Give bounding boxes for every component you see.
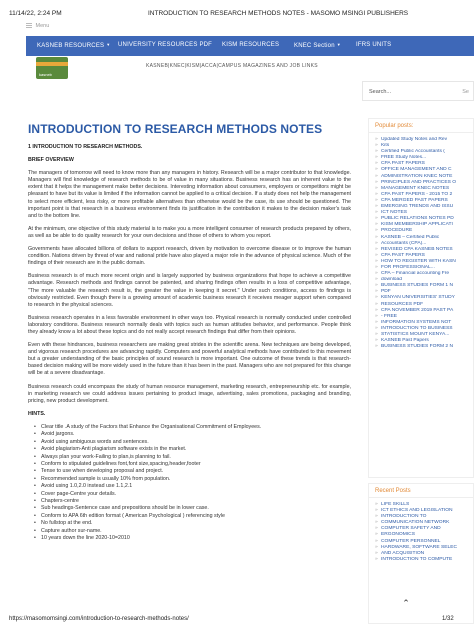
paragraph: Business research is of much more recent origin and is largely supported by business organizations that hope to achieve a competitive advantage. Research methods and findings cannot be patented, and sharing findings often results in a loss of competitive advantage, "The more valuable the research result is, the greater the value in keeping it secret." Under such conditions, access to findings is obviously restricted. Even though there is a growing amount of academic business research it receives meager support when compared to research in the physical sciences. bbox=[28, 273, 351, 308]
list-item: • Capture author sur-name. bbox=[34, 528, 351, 535]
sidebar-post-link[interactable]: » - FREE bbox=[375, 314, 469, 320]
sidebar-post-link[interactable]: » ICT NOTES bbox=[375, 210, 469, 216]
sidebar-post-link[interactable]: » CPA PAST PAPERS - 2015 TO 2 bbox=[375, 192, 469, 198]
sidebar-post-link[interactable]: » CPA PAST PAPERS bbox=[375, 253, 469, 259]
print-footer bbox=[0, 614, 474, 632]
hamburger-icon bbox=[26, 23, 32, 28]
hints-heading: HINTS. bbox=[28, 410, 46, 417]
sidebar-post-link[interactable]: » INTRODUCTION TO COMPUTE bbox=[375, 557, 469, 563]
list-item: • No fullstop at the end. bbox=[34, 520, 351, 527]
list-item: • Recommended sample is usually 10% from population. bbox=[34, 476, 351, 483]
print-header bbox=[0, 0, 474, 22]
recent-posts-title: Recent Posts bbox=[369, 484, 473, 498]
nav-item-knec-section[interactable] bbox=[294, 42, 341, 49]
nav-item-university-resources[interactable] bbox=[118, 42, 212, 48]
paragraph: Business research could encompass the study of human resource management, marketing research, entrepreneurship etc. for example, in marketing research we could address issues pertaining to product image, advertising, sales promotions, packaging and branding, pricing, new product development. bbox=[28, 383, 351, 404]
scroll-to-top-icon[interactable]: ⌃ bbox=[402, 598, 410, 608]
list-item: • Conform to APA 6th edition format ( American Psychological ) referencing style bbox=[34, 513, 351, 520]
sidebar-post-link[interactable]: » INTRODUCTION TO bbox=[375, 514, 469, 520]
sidebar-post-link[interactable]: » COMPUTER PERSONNEL bbox=[375, 539, 469, 545]
sidebar-post-link[interactable]: » ICT ETHICS AND LEGISLATION bbox=[375, 508, 469, 514]
sidebar-post-link[interactable]: » OFFICE MANAGEMENT AND C bbox=[375, 167, 469, 173]
sidebar-post-link[interactable]: » CPA MERGED PAST PAPERS bbox=[375, 198, 469, 204]
popular-posts-list bbox=[369, 135, 473, 352]
menu-label: Menu bbox=[35, 23, 50, 29]
sidebar-post-link[interactable]: » PROCEDURE bbox=[375, 228, 469, 234]
nav-item-kism-resources[interactable] bbox=[222, 42, 279, 48]
sidebar-post-link[interactable]: » BUSINESS STUDIES FORM 2 N bbox=[375, 344, 469, 350]
sidebar-post-link[interactable]: » KISM MEMBERSHIP APPLICATI bbox=[375, 222, 469, 228]
sidebar-post-link[interactable]: » HARDWARE, SOFTWARE SELEC bbox=[375, 545, 469, 551]
section-heading: 1 INTRODUCTION TO RESEARCH METHODS. bbox=[28, 144, 143, 150]
nav-label: IFRS UNITS bbox=[356, 42, 392, 48]
sidebar-post-link[interactable]: » COMMUNICATION NETWORK bbox=[375, 520, 469, 526]
sidebar-post-link[interactable]: » ADMINISTRATION KNEC NOTE bbox=[375, 174, 469, 180]
sidebar-post-link[interactable]: » REVISED CPA KASNEB NOTES bbox=[375, 247, 469, 253]
search-button-label[interactable]: Se bbox=[462, 89, 469, 95]
sidebar-post-link[interactable]: » FOR PROFESSIONAL... bbox=[375, 265, 469, 271]
chevron-down-icon: ▼ bbox=[106, 42, 111, 47]
sidebar-post-link[interactable]: » INFORMATION SYSTEMS NOT bbox=[375, 320, 469, 326]
sidebar-post-link[interactable]: » Certified Public Accountants ( bbox=[375, 149, 469, 155]
search-placeholder: Search... bbox=[369, 89, 392, 95]
paragraph: The managers of tomorrow will need to know more than any managers in history. Research will be a major contributor to that knowledge. Managers will find knowledge of research methods to be of value in many situations. Business research has an inherent value to the extent that it helps the management make better decisions. Interesting information about consumers, employers or competitors might be pleasant to have but its value is limited if the information cannot be applied to a critical decision. If a study does not help the management to select more efficient, less risky, or more profitable alternatives than otherwise would be the case, its use should be questioned. The important point is that research in a business environment finds its justification in the contribution it makes to the decision maker's task and to the bottom line. bbox=[28, 170, 351, 219]
menu-toggle[interactable] bbox=[26, 22, 49, 32]
list-item: • Clear title .A study of the Factors that Enhance the Organisational Commitment of Employees. bbox=[34, 424, 351, 431]
nav-label: KNEC Section bbox=[294, 43, 335, 49]
popular-posts-widget bbox=[368, 118, 474, 478]
sidebar-post-link[interactable]: » LIFE SKILLS bbox=[375, 502, 469, 508]
sidebar-post-link[interactable]: » KASNEB – Certified Public bbox=[375, 235, 469, 241]
sidebar-post-link[interactable]: » MANAGEMENT KNEC NOTES bbox=[375, 186, 469, 192]
list-item: • Tense to use when developing proposal and project. bbox=[34, 468, 351, 475]
hints-list bbox=[34, 424, 351, 543]
list-item: • Cover page-Centre your details. bbox=[34, 491, 351, 498]
sidebar-post-link[interactable]: » FREE Study Notes... bbox=[375, 155, 469, 161]
sidebar bbox=[368, 118, 474, 624]
search-strip bbox=[26, 81, 474, 103]
list-item: • Sub headings-Sentence case and prepositions should be in lower case. bbox=[34, 505, 351, 512]
sidebar-post-link[interactable]: » download bbox=[375, 277, 469, 283]
sidebar-post-link[interactable]: » PDF bbox=[375, 289, 469, 295]
list-item: • Conform to stipulated guidelines font,font size,spacing,header,footer bbox=[34, 461, 351, 468]
page-number: 1/32 bbox=[442, 616, 454, 622]
sidebar-post-link[interactable]: » BUSINESS STUDIES FORM 1 N bbox=[375, 283, 469, 289]
site-tagline: KASNEB|KNEC|KISM|ACCA|CAMPUS MAGAZINES AND JOB LINKS bbox=[146, 63, 318, 69]
search-input[interactable] bbox=[362, 81, 474, 101]
page-title: INTRODUCTION TO RESEARCH METHODS NOTES bbox=[28, 122, 323, 136]
list-item: • Avoid jargons. bbox=[34, 431, 351, 438]
list-item: • Chapters-centre bbox=[34, 498, 351, 505]
sidebar-post-link[interactable]: » Updated Study Notes and Rev bbox=[375, 137, 469, 143]
list-item: • Always plan your work-Failing to plan,is planning to fail. bbox=[34, 454, 351, 461]
logo-text: kasneb bbox=[39, 72, 52, 77]
sidebar-post-link[interactable]: » CPA NOVEMBER 2019 PAST PA bbox=[375, 308, 469, 314]
sidebar-post-link[interactable]: » Kits bbox=[375, 143, 469, 149]
overview-heading: BRIEF OVERVIEW bbox=[28, 157, 74, 164]
sidebar-post-link[interactable]: » ERGONOMICS bbox=[375, 532, 469, 538]
sidebar-post-link[interactable]: » Accountants (CPA)... bbox=[375, 241, 469, 247]
sidebar-post-link[interactable]: » KENYAN UNIVERSITIES' STUDY bbox=[375, 295, 469, 301]
sidebar-post-link[interactable]: » CPA – Financial accounting Fre bbox=[375, 271, 469, 277]
sidebar-post-link[interactable]: » PUBLIC RELATIONS NOTES PD bbox=[375, 216, 469, 222]
nav-item-ifrs-units[interactable] bbox=[356, 42, 391, 48]
sidebar-post-link[interactable]: » AND ACQUISITION bbox=[375, 551, 469, 557]
recent-posts-widget bbox=[368, 483, 474, 624]
recent-posts-list bbox=[369, 500, 473, 565]
popular-posts-title: Popular posts: bbox=[369, 119, 473, 133]
article-content bbox=[28, 144, 351, 542]
site-logo[interactable] bbox=[36, 57, 68, 79]
sidebar-post-link[interactable]: » STATISTICS MOUNT KENYA... bbox=[375, 332, 469, 338]
paragraph: At the minimum, one objective of this study material is to make you a more intelligent consumer of research products prepared by others, as well as be able to do quality research for your own decisions and those of others to whom you report. bbox=[28, 225, 351, 239]
paragraph: Governments have allocated billions of dollars to support research, driven by motivation to overcome disease or to improve the human condition. Nations driven by threat of war and national pride have also played a major role in the advance of physical science. Much of the findings of their research are in the public domain. bbox=[28, 246, 351, 267]
sidebar-post-link[interactable]: » COMPUTER SAFETY AND bbox=[375, 526, 469, 532]
paragraph: Even with these hindrances, business researchers are making great strides in the scientific arena. New techniques are being developed, and vigorous research procedures are advancing rapidly. Computers and powerful analytical methods have contributed to this movement but a greater understanding of the basic principles of sound research is more important. One outcome of these trends is that research-based decision making will be more widely used in the future than it has been in the past. Managers who are not prepared for this change will be at a severe disadvantage. bbox=[28, 342, 351, 377]
sidebar-post-link[interactable]: » CPA PAST PAPERS bbox=[375, 161, 469, 167]
paragraph: Business research operates in a less favorable environment in other ways too. Physical research is normally conducted under controlled laboratory conditions. Business research normally deals with topics such as human attitudes behavior, and performance. People think they already know a lot about these topics and do not really accept research findings that differ from their opinions. bbox=[28, 314, 351, 335]
nav-label: KASNEB RESOURCES bbox=[37, 43, 105, 49]
nav-label: UNIVERSITY RESOURCES PDF bbox=[118, 42, 213, 48]
sidebar-post-link[interactable]: » HOW TO REGISTER WITH KASN bbox=[375, 259, 469, 265]
list-item: • 10 years down the line 2020-10=2010 bbox=[34, 535, 351, 542]
list-item: • Avoid using 1.0,2.0 instead use 1.1,2.1 bbox=[34, 483, 351, 490]
article-card bbox=[14, 108, 359, 624]
main-navbar bbox=[26, 36, 474, 56]
sidebar-post-link[interactable]: » KASNEB Past Papers bbox=[375, 338, 469, 344]
sidebar-post-link[interactable]: » PRINCIPLES AND PRACTICES O bbox=[375, 180, 469, 186]
list-item: • Avoid using ambiguous words and sentences. bbox=[34, 439, 351, 446]
page-url: https://masomomsingi.com/introduction-to-research-methods-notes/ bbox=[9, 616, 189, 622]
chevron-down-icon: ▼ bbox=[336, 42, 341, 47]
nav-item-kasneb-resources[interactable] bbox=[37, 42, 110, 49]
sidebar-post-link[interactable]: » INTRODUCTION TO BUSINESS bbox=[375, 326, 469, 332]
print-page-title: INTRODUCTION TO RESEARCH METHODS NOTES - MASOMO MSINGI PUBLISHERS bbox=[148, 10, 409, 17]
nav-label: KISM RESOURCES bbox=[222, 42, 280, 48]
sidebar-post-link[interactable]: » RESOURCES PDF bbox=[375, 302, 469, 308]
site-banner bbox=[26, 57, 474, 81]
print-date: 11/14/22, 2:24 PM bbox=[9, 10, 62, 17]
logo-stripe bbox=[36, 62, 68, 66]
list-item: • Avoid plagiarism-Anti plagiarism software exists in the market. bbox=[34, 446, 351, 453]
sidebar-post-link[interactable]: » EMERGING TRENDS AND ISSU bbox=[375, 204, 469, 210]
